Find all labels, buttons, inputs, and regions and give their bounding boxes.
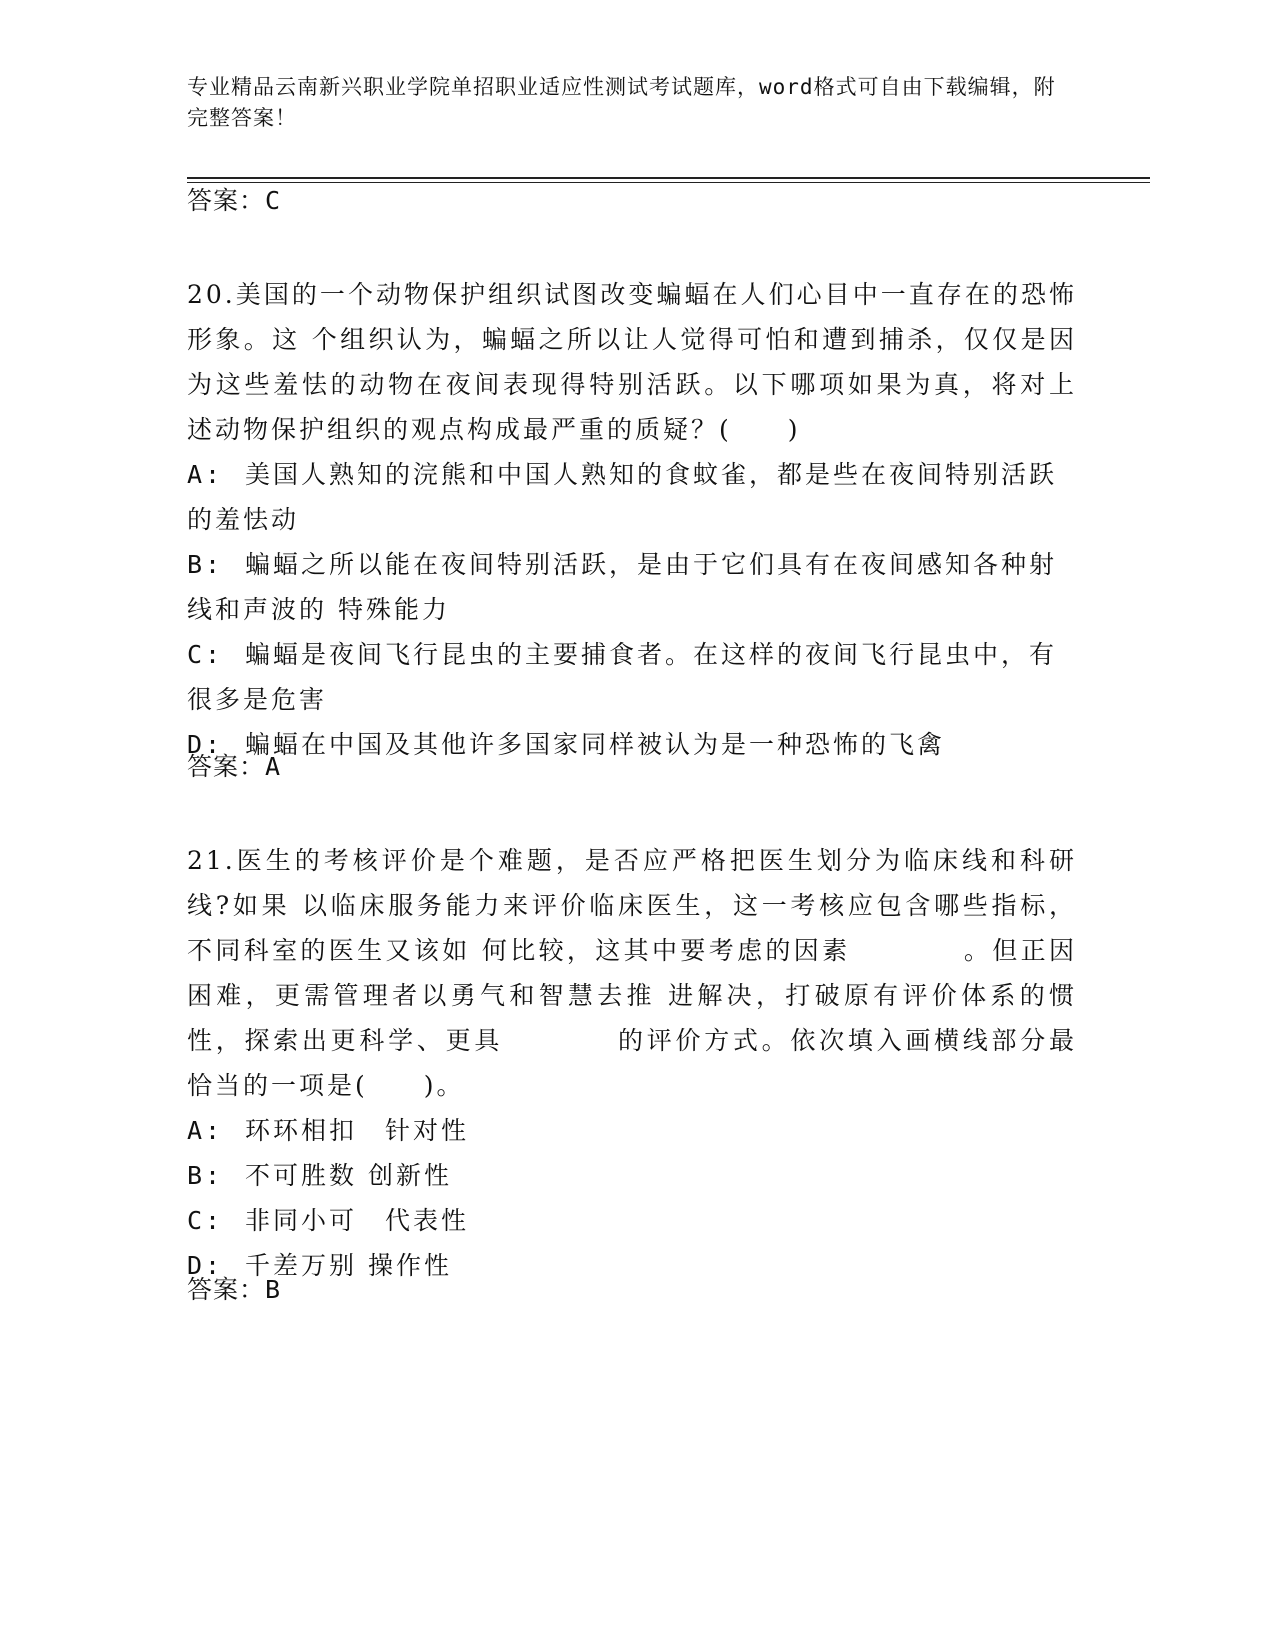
option-c bbox=[187, 1198, 1077, 1243]
option-text: 环环相扣 针对性 bbox=[245, 1116, 470, 1145]
question-stem: 21.医生的考核评价是个难题，是否应严格把医生划分为临床线和科研线?如果 以临床服务能力来评价临床医生，这一考核应包含哪些指标，不同科室的医生又该如 何比较，这其中要考虑的因素 。但正因困难，更需管理者以勇气和智慧去推 进解决，打破原有评价体系的惯性，探索出更科学、更具 的评价方式。依次填入画横线部分最恰当的一项是( )。 bbox=[187, 846, 1077, 1100]
answer-value: A bbox=[265, 752, 282, 781]
answer-line-21 bbox=[187, 1275, 281, 1305]
question-20 bbox=[187, 272, 1077, 767]
option-text: 蝙蝠在中国及其他许多国家同样被认为是一种恐怖的飞禽 bbox=[245, 730, 946, 759]
option-a bbox=[187, 452, 1077, 542]
option-label: C: bbox=[187, 1206, 224, 1235]
option-d bbox=[187, 722, 1077, 767]
answer-line-prev bbox=[187, 186, 281, 216]
header-rule-thick bbox=[187, 177, 1150, 179]
option-a bbox=[187, 1108, 1077, 1153]
answer-label: 答案： bbox=[187, 186, 266, 215]
answer-value: C bbox=[265, 186, 282, 215]
option-label: D: bbox=[187, 730, 224, 759]
question-stem: 20.美国的一个动物保护组织试图改变蝙蝠在人们心目中一直存在的恐怖形象。这 个组织认为，蝙蝠之所以让人觉得可怕和遭到捕杀，仅仅是因为这些羞怯的动物在夜间表现得特别活跃。以下哪项如果为真，将对上述动物保护组织的观点构成最严重的质疑？( ) bbox=[187, 280, 1077, 444]
option-label: B: bbox=[187, 550, 224, 579]
header-rule-thin bbox=[187, 182, 1150, 183]
option-label: A: bbox=[187, 460, 224, 489]
answer-label: 答案： bbox=[187, 1275, 266, 1304]
option-text: 非同小可 代表性 bbox=[245, 1206, 470, 1235]
option-b bbox=[187, 1153, 1077, 1198]
answer-line-20 bbox=[187, 752, 281, 782]
option-label: A: bbox=[187, 1116, 224, 1145]
option-d bbox=[187, 1243, 1077, 1288]
question-21 bbox=[187, 838, 1077, 1288]
option-c bbox=[187, 632, 1077, 722]
answer-value: B bbox=[265, 1275, 282, 1304]
option-text: 不可胜数 创新性 bbox=[245, 1161, 452, 1190]
option-text: 千差万别 操作性 bbox=[245, 1251, 452, 1280]
option-label: B: bbox=[187, 1161, 224, 1190]
option-b bbox=[187, 542, 1077, 632]
option-label: D: bbox=[187, 1251, 224, 1280]
option-text: 美国人熟知的浣熊和中国人熟知的食蚊雀，都是些在夜间特别活跃的羞怯动 bbox=[187, 460, 1058, 534]
option-text: 蝙蝠是夜间飞行昆虫的主要捕食者。在这样的夜间飞行昆虫中，有很多是危害 bbox=[187, 640, 1058, 714]
answer-label: 答案： bbox=[187, 752, 266, 781]
option-text: 蝙蝠之所以能在夜间特别活跃，是由于它们具有在夜间感知各种射线和声波的 特殊能力 bbox=[187, 550, 1058, 624]
page-header: 专业精品云南新兴职业学院单招职业适应性测试考试题库，word格式可自由下载编辑，附完整答案！ bbox=[187, 75, 1056, 130]
option-label: C: bbox=[187, 640, 224, 669]
